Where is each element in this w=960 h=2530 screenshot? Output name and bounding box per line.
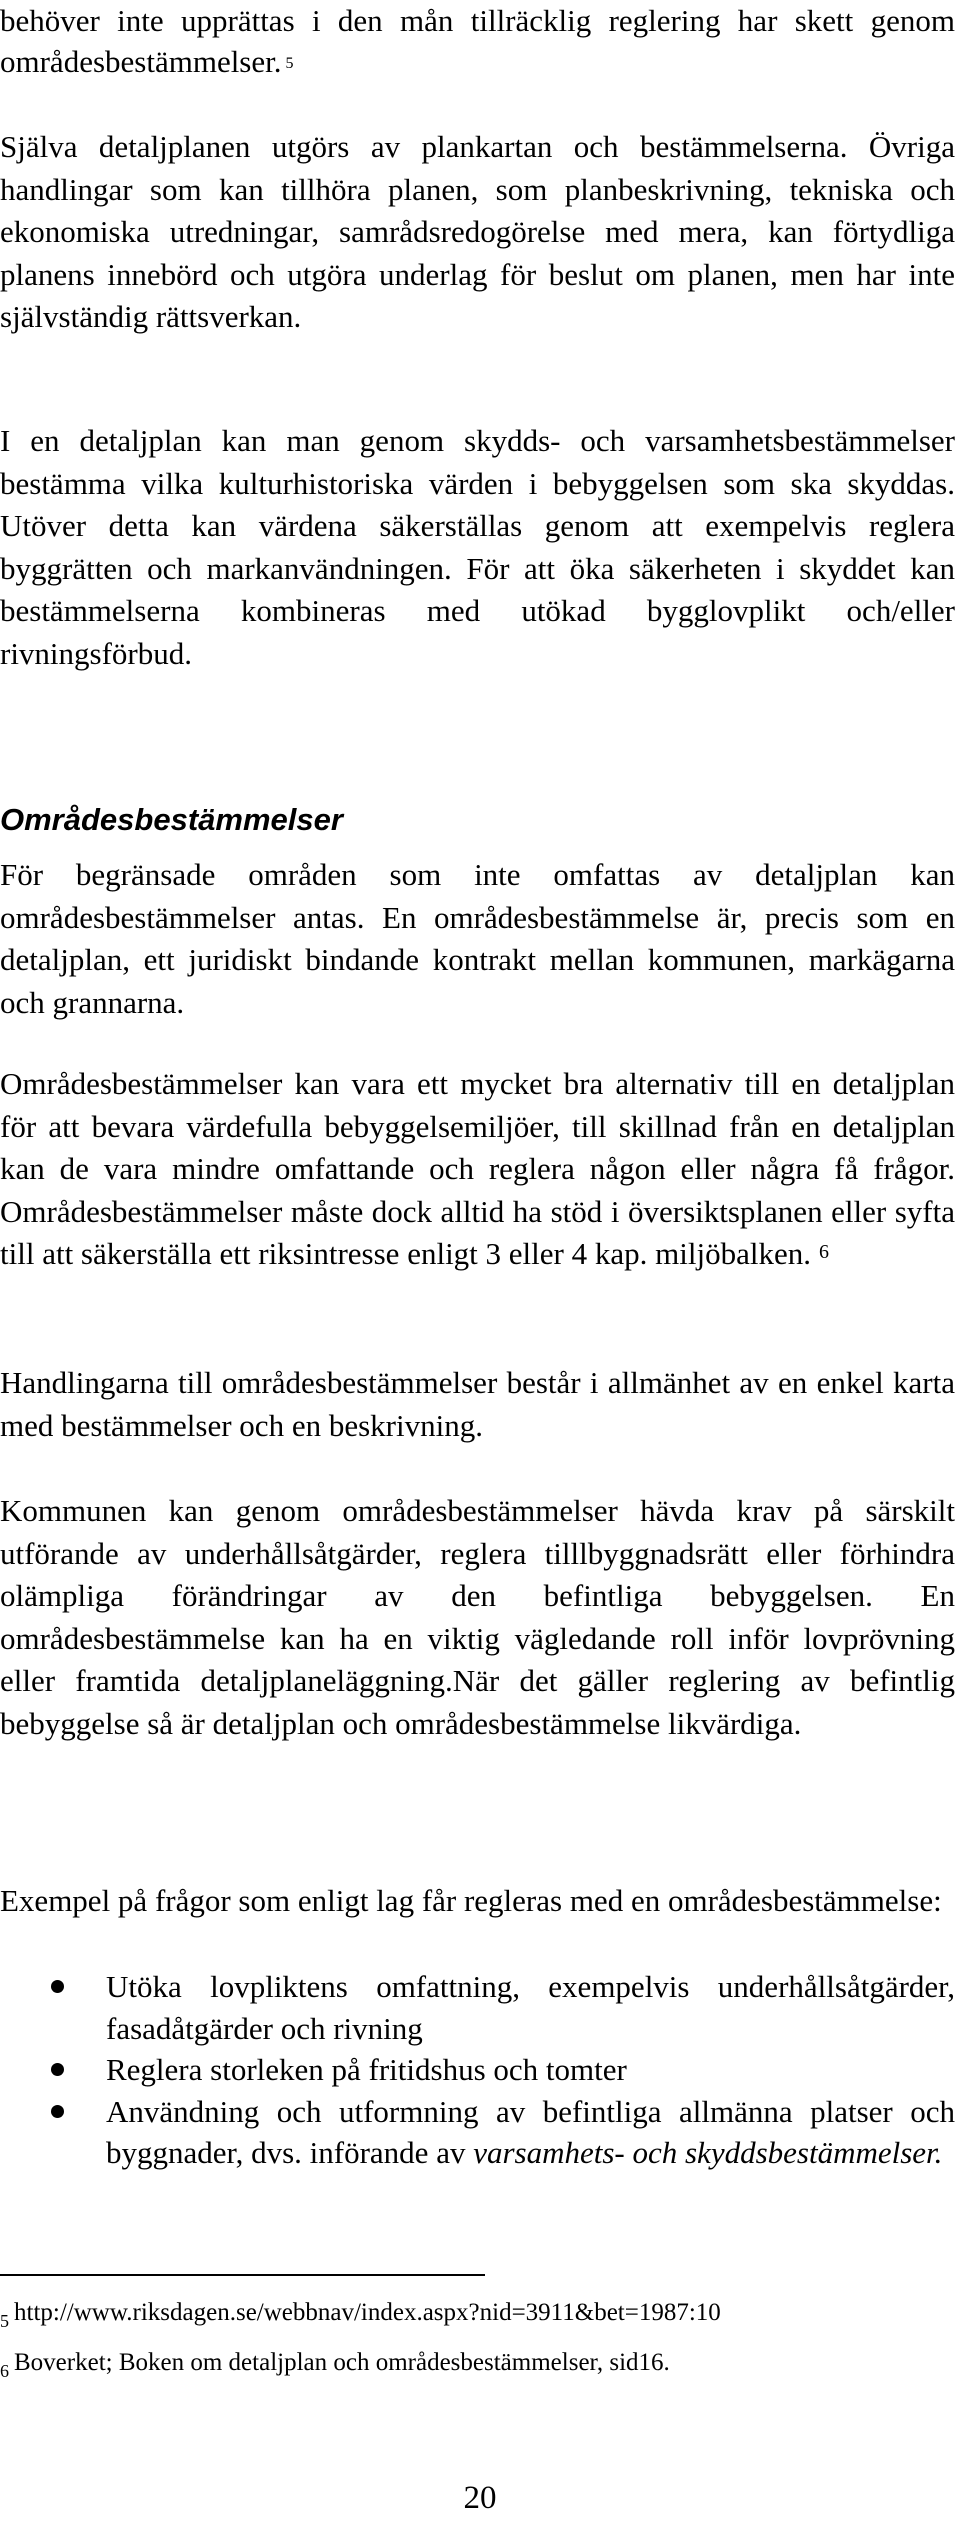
paragraph-examples-intro: Exempel på frågor som enligt lag får regleras med en områdesbestämmelse: — [0, 1883, 942, 1918]
footnote-text: http://www.riksdagen.se/webbnav/index.aspx?nid=3911&bet=1987:10 — [14, 2299, 721, 2326]
paragraph-protection-rules: I en detaljplan kan man genom skydds- och varsamhetsbestämmelser bestämma vilka kulturhistoriska värden i bebyggelsen som ska skyddas. Utöver detta kan värdena säkerställas genom att exempelvis reglera byggrätten och markanvändningen. För att öka säkerheten i skyddet kan bestämmelserna kombineras med utökad bygglovplikt och/eller rivningsförbud. — [0, 423, 955, 671]
bullet-icon — [51, 1980, 64, 1993]
examples-list — [0, 1966, 955, 2174]
list-item-text: Användning och utformning av befintliga allmänna platser och byggnader, dvs. införande av — [106, 2093, 955, 2170]
footnote-ref-6: 6 — [818, 1241, 829, 1263]
footnote-6 — [0, 2348, 670, 2379]
list-item — [0, 2049, 955, 2091]
list-item-text: Utöka lovpliktens omfattning, exempelvis underhållsåtgärder, fasadåtgärder och rivning — [106, 1969, 955, 2046]
footnote-mark: 5 — [0, 2311, 9, 2331]
footnote-ref-5: 5 — [285, 55, 294, 73]
footnote-mark: 6 — [0, 2361, 9, 2381]
bullet-icon — [51, 2105, 64, 2118]
paragraph-intro — [0, 0, 955, 82]
paragraph-area-alternative-text: Områdesbestämmelser kan vara ett mycket bra alternativ till en detaljplan för att bevara värdefulla bebyggelsemiljöer, till skillnad från en detaljplan kan de vara mindre omfattande och reglera någon eller några få frågor. Områdesbestämmelser måste dock alltid ha stöd i översiktsplanen eller syfta till att säkerställa ett riksintresse enligt 3 eller 4 kap. miljöbalken. — [0, 1066, 955, 1271]
footnote-text: Boverket; Boken om detaljplan och områdesbestämmelser, sid16. — [14, 2349, 670, 2376]
paragraph-detaljplan-content: Själva detaljplanen utgörs av plankartan och bestämmelserna. Övriga handlingar som kan tillhöra planen, som planbeskrivning, tekniska och ekonomiska utredningar, samrådsredogörelse med mera, kan förtydliga planens innebörd och utgöra underlag för beslut om planen, men har inte självständig rättsverkan. — [0, 129, 955, 334]
section-heading: Områdesbestämmelser — [0, 802, 343, 837]
list-item — [0, 2091, 955, 2174]
page-number: 20 — [463, 2480, 497, 2516]
footnote-divider — [0, 2274, 485, 2276]
paragraph-municipality-powers: Kommunen kan genom områdesbestämmelser hävda krav på särskilt utförande av underhållsåtgärder, reglera tilllbyggnadsrätt eller förhindra olämpliga förändringar av den befintliga bebyggelsen. En områdesbestämmelse kan ha en viktig vägledande roll inför lovprövning eller framtida detaljplaneläggning.När det gäller reglering av befintlig bebyggelse så är detaljplan och områdesbestämmelse likvärdiga. — [0, 1493, 955, 1741]
paragraph-area-alternative — [0, 1063, 955, 1276]
paragraph-documents: Handlingarna till områdesbestämmelser består i allmänhet av en enkel karta med bestämmelser och en beskrivning. — [0, 1365, 955, 1443]
paragraph-intro-text: behöver inte upprättas i den mån tillräcklig reglering har skett genom områdesbestämmelser. — [0, 3, 955, 80]
list-item-italic-text: varsamhets- och skyddsbestämmelser. — [473, 2135, 943, 2170]
paragraph-area-definition: För begränsade områden som inte omfattas av detaljplan kan områdesbestämmelser antas. En områdesbestämmelse är, precis som en detaljplan, ett juridiskt bindande kontrakt mellan kommunen, markägarna och grannarna. — [0, 857, 955, 1020]
bullet-icon — [51, 2063, 64, 2076]
footnote-5 — [0, 2298, 721, 2329]
list-item — [0, 1966, 955, 2049]
list-item-text: Reglera storleken på fritidshus och tomter — [106, 2052, 627, 2087]
